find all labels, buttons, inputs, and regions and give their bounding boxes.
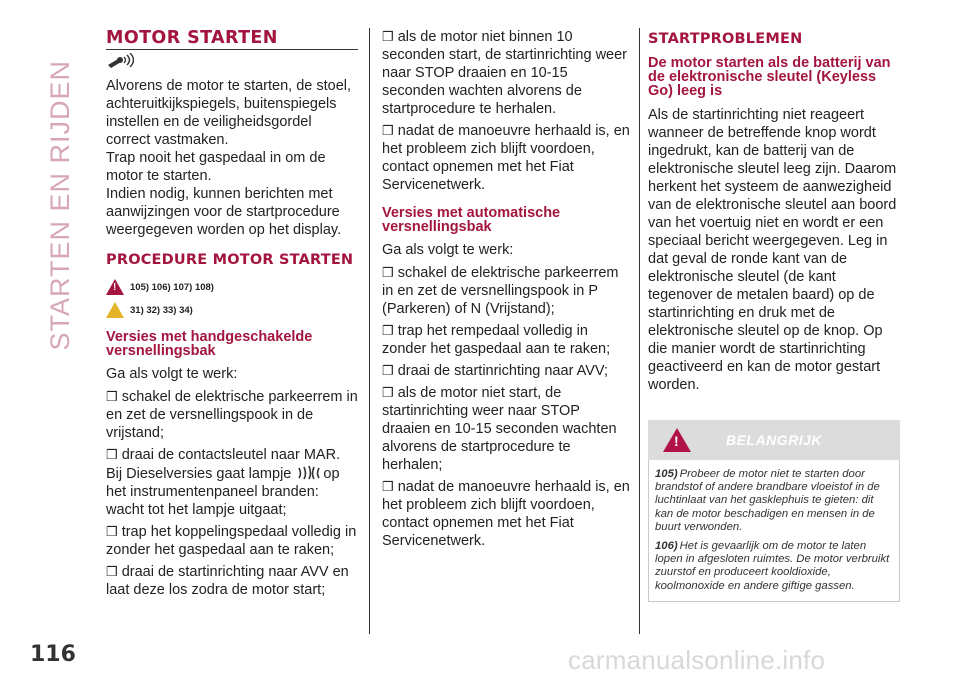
step-continued-2: [382, 122, 632, 194]
intro-paragraph-3: Indien nodig, kunnen berichten met aanwijzingen voor de startprocedure weergegeven worden op het display.: [106, 186, 342, 238]
note-number: 105): [655, 468, 678, 480]
auto-step-2: [382, 322, 632, 358]
automatic-gearbox-title: Versies met automatische versnellingsbak: [382, 205, 561, 235]
glow-plug-lamp-icon: [295, 464, 323, 480]
auto-step-3: [382, 362, 632, 380]
column-steps-continued: [382, 28, 632, 550]
manual-step-1-text: schakel de elektrische parkeerrem in en zet de versnellingspook in de vrijstand;: [106, 389, 358, 441]
page-number: 116: [30, 642, 76, 667]
important-note-105: [655, 468, 893, 534]
checkbox-glyph: ❒: [382, 479, 394, 494]
checkbox-glyph: ❒: [382, 123, 394, 138]
checkbox-glyph: ❒: [382, 363, 394, 378]
checkbox-glyph: ❒: [106, 447, 118, 462]
step-continued-1-text: als de motor niet binnen 10 seconden start, de startinrichting weer naar STOP draaien en 10-15 seconden wachten alvorens de startprocedure te herhalen.: [382, 29, 628, 117]
warning-refs-text: 105) 106) 107) 108): [130, 281, 214, 293]
important-label: BELANGRIJK: [725, 432, 822, 448]
manual-step-2: [106, 446, 358, 519]
keyless-key-icon: [106, 53, 358, 75]
auto-step-1: [382, 264, 632, 318]
auto-step-3-text: draai de startinrichting naar AVV;: [397, 363, 609, 379]
auto-step-2-text: trap het rempedaal volledig in zonder het gaspedaal aan te raken;: [382, 323, 611, 357]
important-header: [648, 420, 900, 460]
manual-step-3: [106, 523, 358, 559]
checkbox-glyph: ❒: [106, 389, 118, 404]
step-continued-1: [382, 28, 632, 118]
caution-refs-text: 31) 32) 33) 34): [130, 304, 193, 316]
checkbox-glyph: ❒: [106, 564, 118, 579]
manual-step-4: [106, 563, 358, 599]
important-note-106: [655, 540, 893, 593]
checkbox-glyph: ❒: [382, 385, 394, 400]
startproblemen-paragraph: Als de startinrichting niet reageert wanneer de betreffende knop wordt ingedrukt, kan de batterij van de elektronische sleutel leeg zijn. Daarom herkent het systeem de aanwezigheid van de elektronische sleutel aan boord van het voertuig niet en wordt er een speciaal bericht weergegeven. Leg in dat geval de ronde kant van de elektronische sleutel (de kant tegenover de metalen baard) op de startinrichting en druk met de elektronische sleutel op de knop. Op die manier wordt de startinrichting geactiveerd en kan de motor gestart worden.: [648, 107, 897, 393]
column-motor-starten: [106, 28, 358, 599]
warning-triangle-icon: !: [106, 279, 124, 295]
manual-step-2-text: draai de contactsleutel naar MAR. Bij Dieselversies gaat lampje: [106, 447, 341, 482]
important-body: [648, 460, 900, 602]
intro-paragraph-2: Trap nooit het gaspedaal in om de motor te starten.: [106, 150, 326, 184]
auto-step-1-text: schakel de elektrische parkeerrem in en zet de versnellingspook in P (Parkeren) of N (Vrijstand);: [382, 265, 619, 317]
startproblemen-title: STARTPROBLEMEN: [648, 31, 803, 47]
checkbox-glyph: ❒: [106, 524, 118, 539]
step-continued-2-text: nadat de manoeuvre herhaald is, en het probleem zich blijft voordoen, contact opnemen met het Fiat Servicenetwerk.: [382, 123, 630, 193]
column-divider-1: [369, 28, 370, 634]
manual-step-4-text: draai de startinrichting naar AVV en laat deze los zodra de motor start;: [106, 564, 349, 598]
manual-step-2-text-cont: op het instrumentenpaneel branden: wacht tot het lampje uitgaat;: [106, 466, 340, 518]
manual-step-3-text: trap het koppelingspedaal volledig in zonder het gaspedaal aan te raken;: [106, 524, 357, 558]
checkbox-glyph: ❒: [382, 323, 394, 338]
auto-step-5: [382, 478, 632, 550]
manual-step-1: [106, 388, 358, 442]
watermark: carmanualsonline.info: [568, 645, 826, 675]
warning-triangle-icon: !: [663, 428, 691, 452]
auto-intro: Ga als volgt te werk:: [382, 242, 514, 258]
caution-triangle-icon: [106, 302, 124, 318]
column-divider-2: [639, 28, 640, 634]
column-startproblemen: [648, 28, 900, 602]
auto-step-4: [382, 384, 632, 474]
warning-refs: [106, 277, 358, 297]
important-box: [648, 420, 900, 602]
note-text: Het is gevaarlijk om de motor te laten lopen in afgesloten ruimtes. De motor verbruikt zuurstof en produceert kooldioxide, koolmonoxide en andere giftige gassen.: [655, 540, 890, 592]
manual-intro: Ga als volgt te werk:: [106, 366, 238, 382]
empty-battery-subtitle: De motor starten als de batterij van de elektronische sleutel (Keyless Go) leeg is: [648, 55, 891, 99]
auto-step-5-text: nadat de manoeuvre herhaald is, en het probleem zich blijft voordoen, contact opnemen met het Fiat Servicenetwerk.: [382, 479, 630, 549]
section-title-motor-starten: MOTOR STARTEN: [106, 28, 278, 48]
title-underline: [106, 49, 358, 50]
note-text: Probeer de motor niet te starten door brandstof of andere brandbare vloeistof in de luchtinlaat van het gasklephuis te gieten: dit kan de motor beschadigen en mensen in de buurt verwonden.: [655, 468, 880, 533]
manual-gearbox-title: Versies met handgeschakelde versnellingsbak: [106, 329, 313, 359]
chapter-title-text: STARTEN EN RIJDEN: [44, 60, 75, 351]
auto-step-4-text: als de motor niet start, de startinrichting weer naar STOP draaien en 10-15 seconden wachten alvorens de startprocedure te herhalen;: [382, 385, 617, 473]
procedure-title: PROCEDURE MOTOR STARTEN: [106, 252, 354, 268]
checkbox-glyph: ❒: [382, 29, 394, 44]
caution-refs: [106, 300, 358, 320]
note-number: 106): [655, 540, 678, 553]
intro-paragraph-1: Alvorens de motor te starten, de stoel, achteruitkijkspiegels, buitenspiegels instellen en de veiligheidsgordel correct vastmaken.: [106, 78, 352, 148]
chapter-side-title: [32, 60, 88, 390]
checkbox-glyph: ❒: [382, 265, 394, 280]
